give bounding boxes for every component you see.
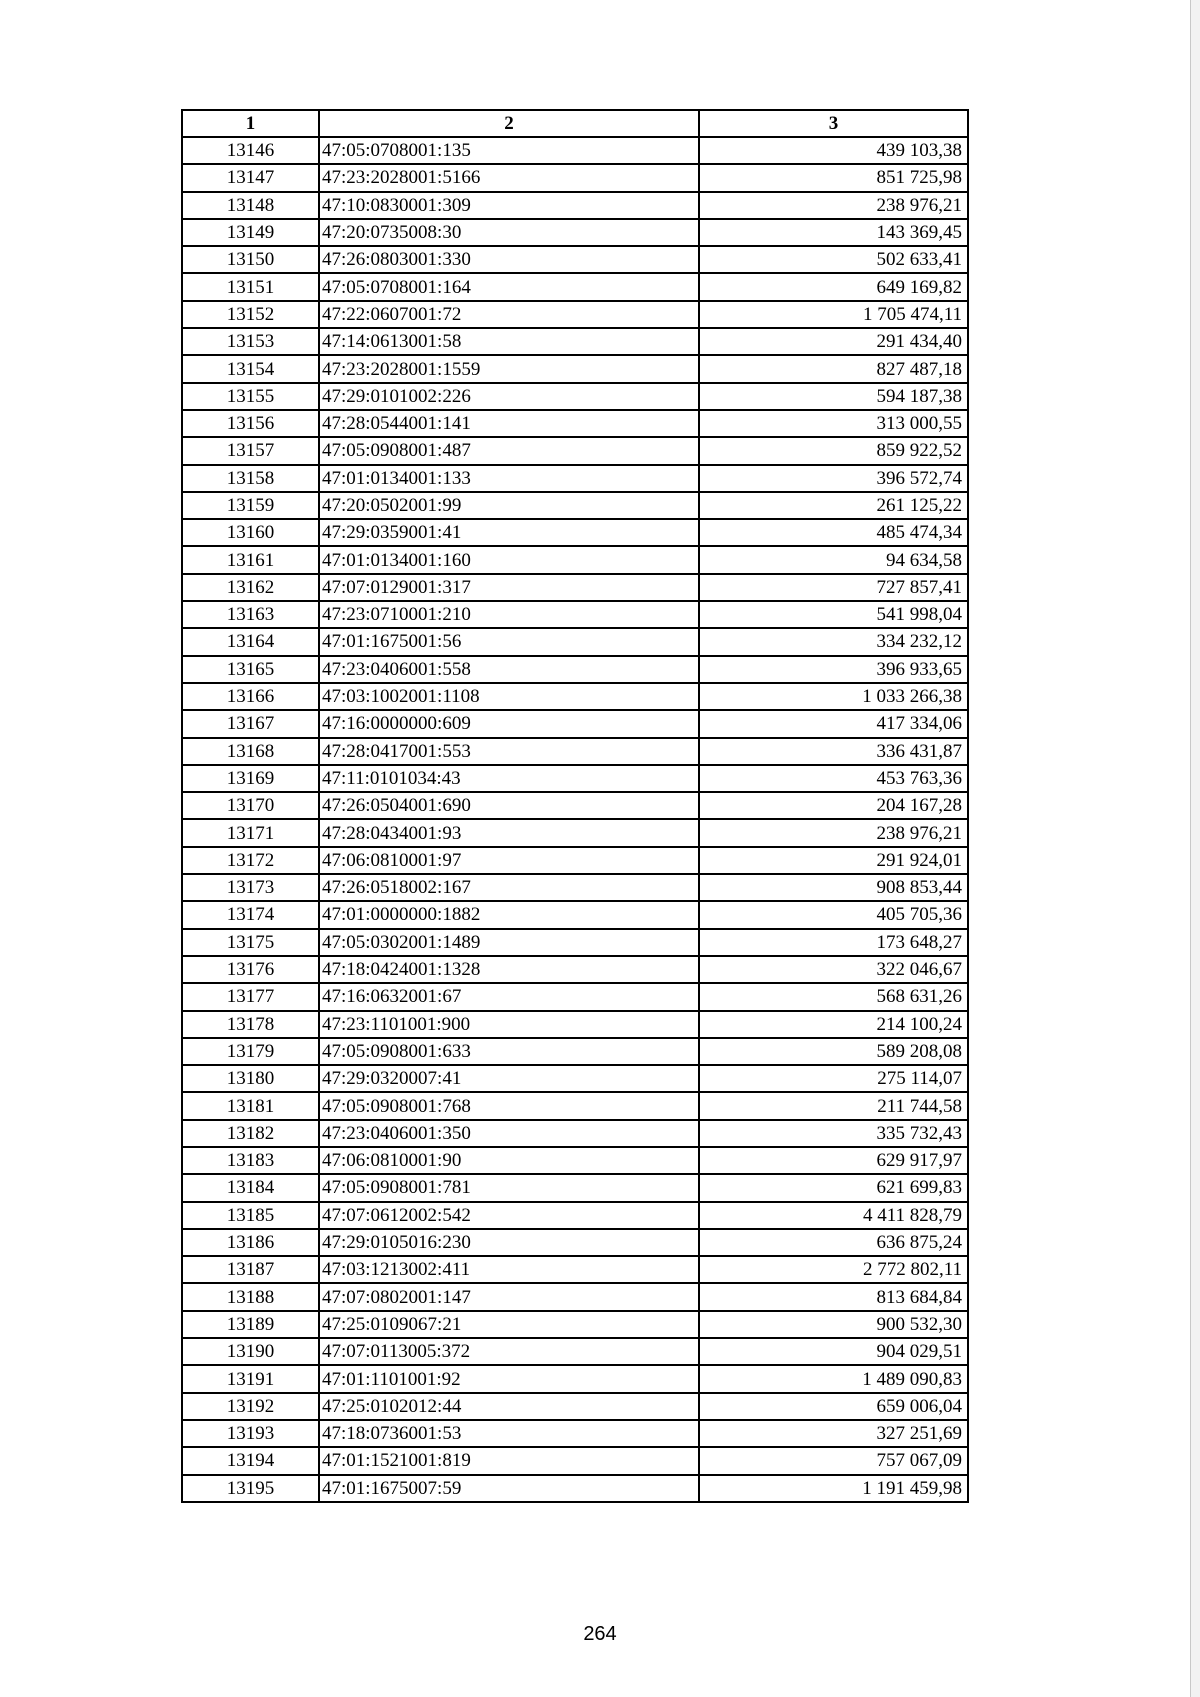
- cadastral-number-cell: 47:01:1521001:819: [319, 1447, 699, 1474]
- cadastral-number-cell: 47:25:0109067:21: [319, 1311, 699, 1338]
- table-row: [182, 847, 968, 874]
- value-cell: 291 924,01: [699, 847, 968, 874]
- table-row: [182, 738, 968, 765]
- value-cell: 649 169,82: [699, 273, 968, 300]
- data-table: [181, 109, 969, 1503]
- row-number-cell: 13192: [182, 1393, 319, 1420]
- table-row: [182, 574, 968, 601]
- table-row: [182, 601, 968, 628]
- cadastral-number-cell: 47:26:0518002:167: [319, 874, 699, 901]
- cadastral-number-cell: 47:22:0607001:72: [319, 301, 699, 328]
- row-number-cell: 13183: [182, 1147, 319, 1174]
- table-row: [182, 137, 968, 164]
- row-number-cell: 13178: [182, 1011, 319, 1038]
- cadastral-number-cell: 47:23:0406001:350: [319, 1120, 699, 1147]
- value-cell: 143 369,45: [699, 219, 968, 246]
- column-header-1: 1: [182, 110, 319, 137]
- cadastral-number-cell: 47:01:0000000:1882: [319, 901, 699, 928]
- cadastral-number-cell: 47:05:0908001:768: [319, 1092, 699, 1119]
- value-cell: 211 744,58: [699, 1092, 968, 1119]
- value-cell: 94 634,58: [699, 546, 968, 573]
- page-number: 264: [583, 1623, 617, 1645]
- cadastral-number-cell: 47:05:0708001:164: [319, 273, 699, 300]
- table-body: [182, 137, 968, 1502]
- table-row: [182, 273, 968, 300]
- row-number-cell: 13149: [182, 219, 319, 246]
- value-cell: 908 853,44: [699, 874, 968, 901]
- row-number-cell: 13179: [182, 1038, 319, 1065]
- row-number-cell: 13176: [182, 956, 319, 983]
- row-number-cell: 13182: [182, 1120, 319, 1147]
- table-row: [182, 546, 968, 573]
- table-header-row: [182, 110, 968, 137]
- table-row: [182, 465, 968, 492]
- cadastral-number-cell: 47:01:1101001:92: [319, 1365, 699, 1392]
- cadastral-number-cell: 47:28:0544001:141: [319, 410, 699, 437]
- value-cell: 813 684,84: [699, 1283, 968, 1310]
- value-cell: 851 725,98: [699, 164, 968, 191]
- cadastral-number-cell: 47:25:0102012:44: [319, 1393, 699, 1420]
- table-row: [182, 874, 968, 901]
- table-row: [182, 656, 968, 683]
- cadastral-number-cell: 47:16:0632001:67: [319, 983, 699, 1010]
- cadastral-number-cell: 47:11:0101034:43: [319, 765, 699, 792]
- cadastral-number-cell: 47:29:0359001:41: [319, 519, 699, 546]
- value-cell: 334 232,12: [699, 628, 968, 655]
- value-cell: 336 431,87: [699, 738, 968, 765]
- cadastral-number-cell: 47:14:0613001:58: [319, 328, 699, 355]
- row-number-cell: 13147: [182, 164, 319, 191]
- row-number-cell: 13150: [182, 246, 319, 273]
- row-number-cell: 13188: [182, 1283, 319, 1310]
- table-row: [182, 383, 968, 410]
- cadastral-number-cell: 47:28:0417001:553: [319, 738, 699, 765]
- table-row: [182, 1092, 968, 1119]
- value-cell: 629 917,97: [699, 1147, 968, 1174]
- value-cell: 313 000,55: [699, 410, 968, 437]
- row-number-cell: 13153: [182, 328, 319, 355]
- row-number-cell: 13163: [182, 601, 319, 628]
- cadastral-number-cell: 47:01:0134001:133: [319, 465, 699, 492]
- value-cell: 594 187,38: [699, 383, 968, 410]
- cadastral-number-cell: 47:10:0830001:309: [319, 192, 699, 219]
- row-number-cell: 13172: [182, 847, 319, 874]
- table-row: [182, 1202, 968, 1229]
- value-cell: 261 125,22: [699, 492, 968, 519]
- row-number-cell: 13155: [182, 383, 319, 410]
- cadastral-number-cell: 47:01:0134001:160: [319, 546, 699, 573]
- row-number-cell: 13170: [182, 792, 319, 819]
- table-row: [182, 1038, 968, 1065]
- row-number-cell: 13158: [182, 465, 319, 492]
- table-row: [182, 956, 968, 983]
- cadastral-number-cell: 47:23:2028001:1559: [319, 355, 699, 382]
- row-number-cell: 13184: [182, 1174, 319, 1201]
- value-cell: 1 191 459,98: [699, 1475, 968, 1502]
- row-number-cell: 13191: [182, 1365, 319, 1392]
- value-cell: 502 633,41: [699, 246, 968, 273]
- cadastral-number-cell: 47:28:0434001:93: [319, 819, 699, 846]
- table-row: [182, 1338, 968, 1365]
- table-row: [182, 1393, 968, 1420]
- cadastral-number-cell: 47:18:0736001:53: [319, 1420, 699, 1447]
- cadastral-number-cell: 47:05:0908001:487: [319, 437, 699, 464]
- value-cell: 275 114,07: [699, 1065, 968, 1092]
- cadastral-number-cell: 47:26:0803001:330: [319, 246, 699, 273]
- row-number-cell: 13156: [182, 410, 319, 437]
- table-row: [182, 519, 968, 546]
- value-cell: 396 933,65: [699, 656, 968, 683]
- row-number-cell: 13157: [182, 437, 319, 464]
- table-row: [182, 1365, 968, 1392]
- cadastral-number-cell: 47:16:0000000:609: [319, 710, 699, 737]
- row-number-cell: 13164: [182, 628, 319, 655]
- row-number-cell: 13154: [182, 355, 319, 382]
- cadastral-number-cell: 47:29:0101002:226: [319, 383, 699, 410]
- value-cell: 238 976,21: [699, 819, 968, 846]
- row-number-cell: 13174: [182, 901, 319, 928]
- value-cell: 238 976,21: [699, 192, 968, 219]
- table-row: [182, 1147, 968, 1174]
- value-cell: 485 474,34: [699, 519, 968, 546]
- value-cell: 659 006,04: [699, 1393, 968, 1420]
- value-cell: 900 532,30: [699, 1311, 968, 1338]
- table-row: [182, 1229, 968, 1256]
- cadastral-number-cell: 47:23:0710001:210: [319, 601, 699, 628]
- cadastral-number-cell: 47:05:0302001:1489: [319, 929, 699, 956]
- row-number-cell: 13146: [182, 137, 319, 164]
- cadastral-number-cell: 47:01:1675001:56: [319, 628, 699, 655]
- value-cell: 405 705,36: [699, 901, 968, 928]
- value-cell: 827 487,18: [699, 355, 968, 382]
- value-cell: 322 046,67: [699, 956, 968, 983]
- column-header-3: 3: [699, 110, 968, 137]
- row-number-cell: 13168: [182, 738, 319, 765]
- table-row: [182, 628, 968, 655]
- cadastral-number-cell: 47:03:1002001:1108: [319, 683, 699, 710]
- table-row: [182, 901, 968, 928]
- row-number-cell: 13195: [182, 1475, 319, 1502]
- cadastral-number-cell: 47:29:0320007:41: [319, 1065, 699, 1092]
- table-row: [182, 437, 968, 464]
- row-number-cell: 13185: [182, 1202, 319, 1229]
- cadastral-number-cell: 47:23:0406001:558: [319, 656, 699, 683]
- table-row: [182, 410, 968, 437]
- column-header-2: 2: [319, 110, 699, 137]
- row-number-cell: 13187: [182, 1256, 319, 1283]
- value-cell: 904 029,51: [699, 1338, 968, 1365]
- row-number-cell: 13151: [182, 273, 319, 300]
- table-row: [182, 1283, 968, 1310]
- table-row: [182, 929, 968, 956]
- table-row: [182, 1174, 968, 1201]
- table-row: [182, 1447, 968, 1474]
- value-cell: 291 434,40: [699, 328, 968, 355]
- table-row: [182, 1311, 968, 1338]
- table-row: [182, 301, 968, 328]
- row-number-cell: 13181: [182, 1092, 319, 1119]
- row-number-cell: 13173: [182, 874, 319, 901]
- value-cell: 453 763,36: [699, 765, 968, 792]
- table-row: [182, 1475, 968, 1502]
- cadastral-number-cell: 47:23:1101001:900: [319, 1011, 699, 1038]
- value-cell: 173 648,27: [699, 929, 968, 956]
- row-number-cell: 13186: [182, 1229, 319, 1256]
- value-cell: 439 103,38: [699, 137, 968, 164]
- table-row: [182, 246, 968, 273]
- row-number-cell: 13161: [182, 546, 319, 573]
- value-cell: 1 033 266,38: [699, 683, 968, 710]
- table-row: [182, 355, 968, 382]
- page-edge: [1190, 0, 1200, 1697]
- cadastral-number-cell: 47:07:0129001:317: [319, 574, 699, 601]
- cadastral-number-cell: 47:06:0810001:97: [319, 847, 699, 874]
- row-number-cell: 13171: [182, 819, 319, 846]
- value-cell: 568 631,26: [699, 983, 968, 1010]
- table-row: [182, 710, 968, 737]
- value-cell: 417 334,06: [699, 710, 968, 737]
- cadastral-number-cell: 47:05:0908001:633: [319, 1038, 699, 1065]
- row-number-cell: 13177: [182, 983, 319, 1010]
- value-cell: 757 067,09: [699, 1447, 968, 1474]
- row-number-cell: 13152: [182, 301, 319, 328]
- value-cell: 1 489 090,83: [699, 1365, 968, 1392]
- cadastral-number-cell: 47:20:0502001:99: [319, 492, 699, 519]
- cadastral-number-cell: 47:07:0802001:147: [319, 1283, 699, 1310]
- row-number-cell: 13159: [182, 492, 319, 519]
- value-cell: 636 875,24: [699, 1229, 968, 1256]
- cadastral-number-cell: 47:26:0504001:690: [319, 792, 699, 819]
- cadastral-number-cell: 47:03:1213002:411: [319, 1256, 699, 1283]
- cadastral-number-cell: 47:29:0105016:230: [319, 1229, 699, 1256]
- table-row: [182, 1420, 968, 1447]
- row-number-cell: 13193: [182, 1420, 319, 1447]
- table-row: [182, 792, 968, 819]
- table-row: [182, 1011, 968, 1038]
- table-row: [182, 1065, 968, 1092]
- cadastral-number-cell: 47:07:0612002:542: [319, 1202, 699, 1229]
- table-row: [182, 1256, 968, 1283]
- value-cell: 2 772 802,11: [699, 1256, 968, 1283]
- cadastral-number-cell: 47:18:0424001:1328: [319, 956, 699, 983]
- row-number-cell: 13148: [182, 192, 319, 219]
- row-number-cell: 13169: [182, 765, 319, 792]
- value-cell: 621 699,83: [699, 1174, 968, 1201]
- table-row: [182, 819, 968, 846]
- cadastral-number-cell: 47:23:2028001:5166: [319, 164, 699, 191]
- cadastral-number-cell: 47:20:0735008:30: [319, 219, 699, 246]
- value-cell: 327 251,69: [699, 1420, 968, 1447]
- value-cell: 589 208,08: [699, 1038, 968, 1065]
- value-cell: 859 922,52: [699, 437, 968, 464]
- table-row: [182, 164, 968, 191]
- cadastral-number-cell: 47:06:0810001:90: [319, 1147, 699, 1174]
- row-number-cell: 13194: [182, 1447, 319, 1474]
- row-number-cell: 13162: [182, 574, 319, 601]
- table-row: [182, 983, 968, 1010]
- value-cell: 727 857,41: [699, 574, 968, 601]
- row-number-cell: 13175: [182, 929, 319, 956]
- value-cell: 1 705 474,11: [699, 301, 968, 328]
- row-number-cell: 13165: [182, 656, 319, 683]
- table-row: [182, 683, 968, 710]
- row-number-cell: 13180: [182, 1065, 319, 1092]
- table-row: [182, 219, 968, 246]
- row-number-cell: 13190: [182, 1338, 319, 1365]
- cadastral-number-cell: 47:01:1675007:59: [319, 1475, 699, 1502]
- cadastral-number-cell: 47:07:0113005:372: [319, 1338, 699, 1365]
- value-cell: 335 732,43: [699, 1120, 968, 1147]
- value-cell: 204 167,28: [699, 792, 968, 819]
- row-number-cell: 13189: [182, 1311, 319, 1338]
- value-cell: 396 572,74: [699, 465, 968, 492]
- value-cell: 4 411 828,79: [699, 1202, 968, 1229]
- table-row: [182, 328, 968, 355]
- cadastral-number-cell: 47:05:0708001:135: [319, 137, 699, 164]
- row-number-cell: 13167: [182, 710, 319, 737]
- row-number-cell: 13166: [182, 683, 319, 710]
- cadastral-number-cell: 47:05:0908001:781: [319, 1174, 699, 1201]
- value-cell: 541 998,04: [699, 601, 968, 628]
- row-number-cell: 13160: [182, 519, 319, 546]
- table-row: [182, 492, 968, 519]
- value-cell: 214 100,24: [699, 1011, 968, 1038]
- table-row: [182, 1120, 968, 1147]
- table-row: [182, 765, 968, 792]
- table-row: [182, 192, 968, 219]
